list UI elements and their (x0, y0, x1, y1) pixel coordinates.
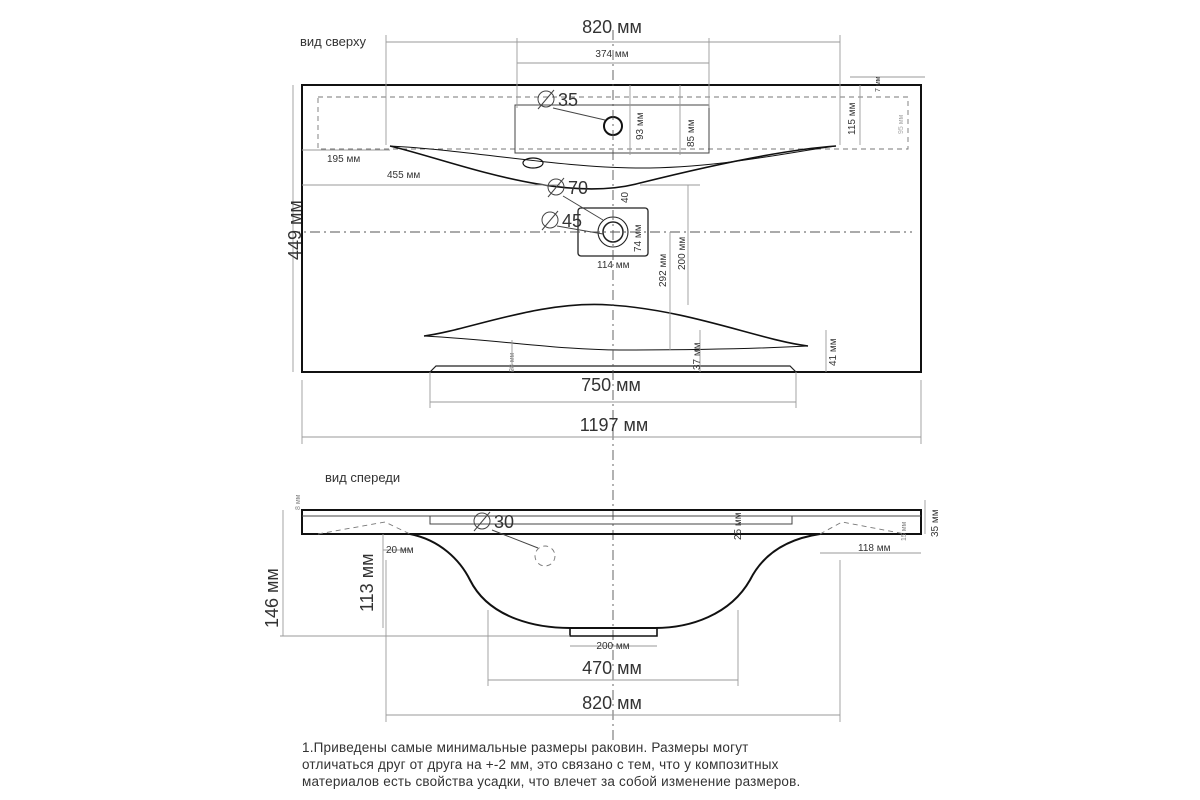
dim-292: 292 мм (658, 253, 669, 287)
dim-25: 25 мм (733, 512, 744, 540)
dim-374: 374 мм (595, 49, 629, 60)
dim-95: 95 мм (898, 114, 905, 134)
dim-74: 74 мм (633, 224, 644, 252)
dim-top-820: 820 мм (582, 17, 642, 37)
dim-35: 35 мм (930, 509, 941, 537)
dim-8: 8 мм (295, 494, 302, 510)
overflow-slot (523, 158, 543, 168)
note-line-3: материалов есть свойства усадки, что влечет за собой изменение размеров. (302, 774, 801, 789)
front-view-dash-right (820, 522, 905, 534)
front-view-label: вид спереди (325, 470, 401, 485)
dim-195: 195 мм (327, 154, 361, 165)
dim-1197: 1197 мм (579, 415, 649, 435)
front-view-drain-neck (570, 628, 657, 636)
top-view-outline (302, 85, 921, 372)
overflow-hole (535, 546, 555, 566)
front-view (262, 470, 941, 722)
dim-750: 750 мм (581, 375, 641, 395)
dim-449: 449 мм (285, 200, 305, 260)
dim-455: 455 мм (387, 170, 421, 181)
note-line-2: отличаться друг от друга на +-2 мм, это связано с тем, что у композитных (302, 757, 779, 772)
dim-dia-30: 30 (494, 512, 515, 532)
dim-dia-45: 45 (562, 211, 583, 231)
dim-146: 146 мм (262, 568, 282, 628)
diameter-30 (474, 512, 538, 548)
dim-37: 37 мм (692, 342, 703, 370)
dim-118: 118 мм (858, 543, 891, 554)
dim-93: 93 мм (635, 112, 646, 140)
dim-bottom-820: 820 мм (582, 693, 642, 713)
dim-115: 115 мм (847, 102, 858, 135)
dim-200-bottom: 200 мм (596, 641, 630, 652)
dim-28: 28 мм (509, 352, 516, 372)
dim-85: 85 мм (686, 119, 697, 147)
note-line-1: 1.Приведены самые минимальные размеры раковин. Размеры могут (302, 740, 749, 755)
dim-20: 20 мм (386, 545, 414, 556)
dim-41: 41 мм (828, 338, 839, 366)
top-view (285, 17, 925, 740)
dim-dia-35: 35 (558, 90, 579, 110)
front-view-bowl (410, 534, 820, 628)
front-view-top-slab (302, 510, 921, 534)
dim-470: 470 мм (582, 658, 642, 678)
dim-200-top: 200 мм (677, 236, 688, 270)
top-view-label: вид сверху (300, 34, 366, 49)
dim-dia-70: 70 (568, 178, 589, 198)
bowl-front-curve-inner (424, 336, 808, 350)
front-view-dash-left (318, 522, 410, 534)
dim-114: 114 мм (597, 260, 630, 271)
dim-7: 7 мм (875, 76, 882, 92)
dim-15: 15 мм (901, 521, 908, 541)
dim-113: 113 мм (357, 553, 377, 612)
dim-40: 40 (620, 191, 631, 203)
